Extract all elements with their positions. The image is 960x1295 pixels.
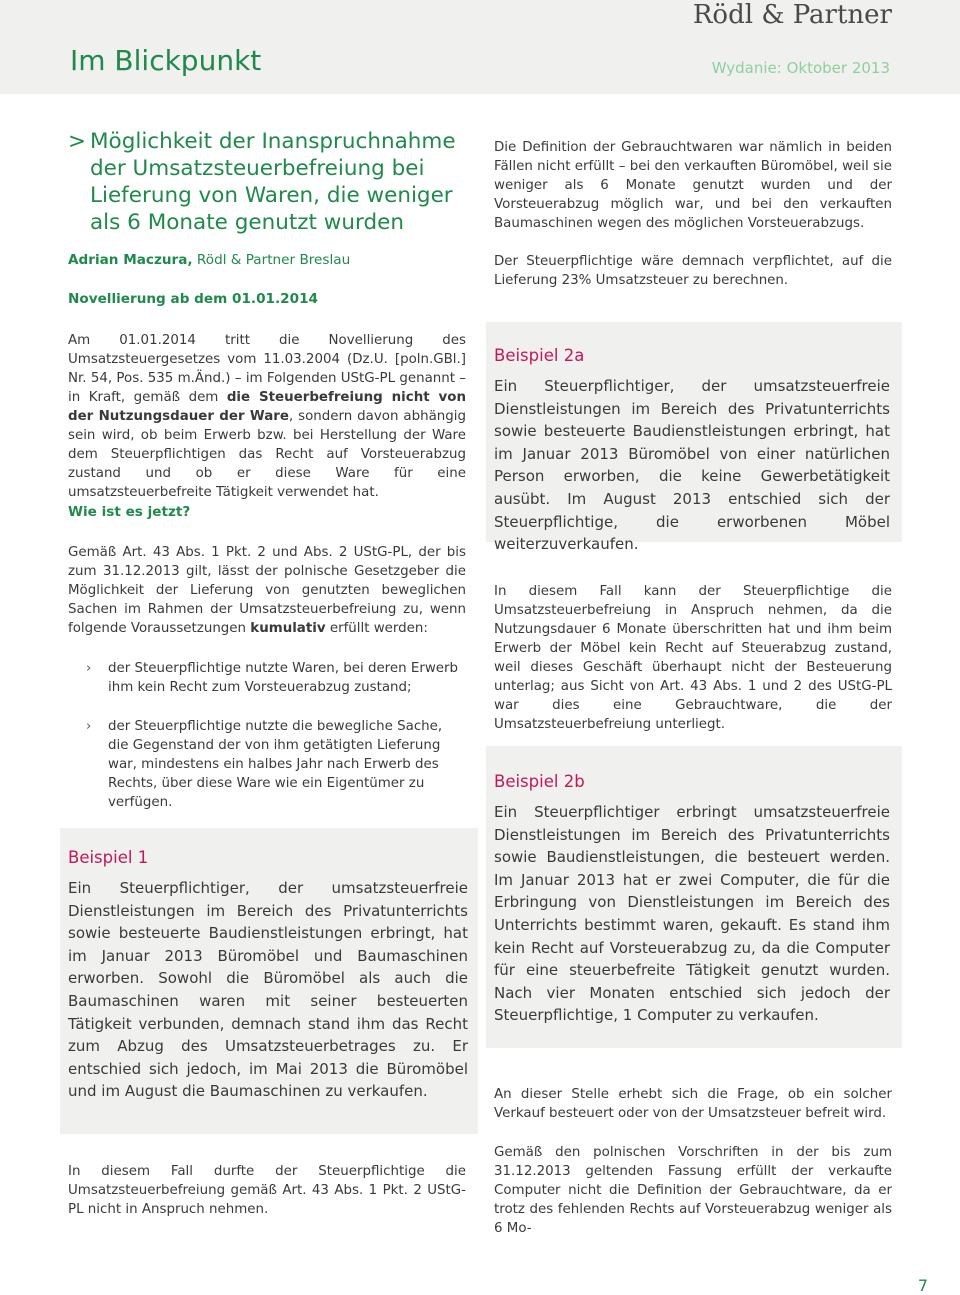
intro-paragraph bbox=[68, 331, 466, 502]
list-item bbox=[86, 659, 466, 697]
right-paragraph-1-text: Die Definition der Gebrauchtwaren war nämlich in beiden Fällen nicht erfüllt – bei den verkauften Büromöbel, weil sie weniger als 6 Monate genutzt wurden und der Vorsteuerabzug möglich war, und bei den verkauften Baumaschinen wegen des möglichen Vorsteuerabzugs. bbox=[494, 140, 892, 231]
now-paragraph bbox=[68, 543, 466, 638]
article-title-text: Möglichkeit der Inanspruchnahme der Umsatzsteuerbefreiung bei Lieferung von Waren, die weniger als 6 Monate genutzt wurden bbox=[90, 129, 456, 235]
issue-date: Wydanie: Oktober 2013 bbox=[711, 59, 890, 77]
right-paragraph-3 bbox=[494, 1085, 892, 1123]
section-title: Im Blickpunkt bbox=[70, 44, 262, 77]
example-2a-box bbox=[486, 322, 902, 554]
now-bold: kumulativ bbox=[250, 621, 326, 636]
brand-logo: Rödl & Partner bbox=[692, 0, 892, 30]
bullet-chevron-icon: › bbox=[86, 661, 92, 676]
author-affiliation: Rödl & Partner Breslau bbox=[192, 252, 351, 268]
example-2a-body: Ein Steuerpflichtiger, der umsatzsteuerfreie Dienstleistungen im Bereich des Privatunterrichts sowie besteuerte Baudienstleistungen erbringt, hat im Januar 2013 Büromöbel von einer natürlichen Person erworben, die keine Gewerbetätigkeit ausübt. Im August 2013 entschied sich der Steuerpflichtige, die erworbenen Möbel weiterzuverkaufen. bbox=[494, 377, 890, 554]
right-paragraph-2-text: Der Steuerpflichtige wäre demnach verpflichtet, auf die Lieferung 23% Umsatzsteuer zu berechnen. bbox=[494, 254, 892, 288]
now-text-1: Gemäß Art. 43 Abs. 1 Pkt. 2 und Abs. 2 UStG-PL, der bis zum 31.12.2013 gilt, lässt der polnische Gesetzgeber die Möglichkeit der Lieferung von genutzten beweglichen Sachen im Rahmen der Umsatzsteuerbefreiung zu, wenn folgende Voraussetzungen bbox=[68, 545, 466, 636]
subhead-wie-ist-es-jetzt: Wie ist es jetzt? bbox=[68, 504, 191, 520]
example-2b-body: Ein Steuerpflichtiger erbringt umsatzsteuerfreie Dienstleistungen im Bereich des Privatunterrichts sowie Baudienstleistungen, die besteuert werden. Im Januar 2013 hat er zwei Computer, die für die Erbringung von Dienstleistungen im Bereich des Unterrichts bestimmt waren, gekauft. Es stand ihm kein Recht auf Vorsteuerabzug zu, da die Computer für eine steuerbefreite Tätigkeit genutzt wurden. Nach vier Monaten entschied sich jedoch der Steuerpflichtige, 1 Computer zu verkaufen. bbox=[494, 803, 890, 1025]
after-example-2a-text: In diesem Fall kann der Steuerpflichtige die Umsatzsteuerbefreiung in Anspruch nehmen, da die Nutzungsdauer 6 Monate überschritten hat und ihm beim Erwerb der Möbel kein Recht auf Steuerabzug zustand, weil dieses Geschäft überhaupt nicht der Besteuerung unterlag; aus Sicht von Art. 43 Abs. 1 und 2 des UStG-PL war dies eine Gebrauchtware, die der Umsatzsteuerbefreiung unterliegt. bbox=[494, 584, 892, 732]
right-paragraph-4 bbox=[494, 1143, 892, 1238]
right-paragraph-1 bbox=[494, 138, 892, 233]
example-2b-title: Beispiel 2b bbox=[494, 772, 585, 791]
example-1-box bbox=[60, 828, 478, 1134]
page-header bbox=[0, 0, 960, 94]
after-example-2a-paragraph bbox=[494, 582, 892, 734]
now-text-2: erfüllt werden: bbox=[325, 621, 428, 636]
example-2b-box bbox=[486, 746, 902, 1048]
bullet-text: der Steuerpflichtige nutzte die bewegliche Sache, die Gegenstand der von ihm getätigten Lieferung war, mindestens ein halbes Jahr nach Erwerb des Rechts, über diese Ware wie ein Eigentümer zu verfügen. bbox=[108, 719, 443, 810]
intro-text-2: , sondern davon abhängig sein wird, ob beim Erwerb bzw. bei Herstellung der Ware dem Steuerpflichtigen das Recht auf Vorsteuerabzug zustand und ob er diese Ware für eine umsatzsteuerbefreite Tätigkeit verwendet hat. bbox=[68, 409, 466, 500]
bullet-text: der Steuerpflichtige nutzte Waren, bei deren Erwerb ihm kein Recht zum Vorsteuerabzug zustand; bbox=[108, 661, 459, 695]
subhead-novellierung: Novellierung ab dem 01.01.2014 bbox=[68, 291, 318, 307]
right-paragraph-4-text: Gemäß den polnischen Vorschriften in der bis zum 31.12.2013 geltenden Fassung erfüllt der verkaufte Computer nicht die Definition der Gebrauchtware, da er trotz des fehlenden Rechts auf Vorsteuerabzug weniger als 6 Mo- bbox=[494, 1145, 892, 1236]
author-line bbox=[68, 252, 350, 268]
list-item bbox=[86, 717, 466, 812]
after-example-1-paragraph bbox=[68, 1162, 466, 1219]
title-arrow-icon: > bbox=[68, 129, 87, 154]
intro-bold: die Steuerbefreiung nicht von der Nutzungsdauer der Ware bbox=[68, 390, 466, 424]
bullet-chevron-icon: › bbox=[86, 719, 92, 734]
author-name: Adrian Maczura, bbox=[68, 252, 193, 268]
right-paragraph-3-text: An dieser Stelle erhebt sich die Frage, ob ein solcher Verkauf besteuert oder von der Umsatzsteuer befreit wird. bbox=[494, 1087, 892, 1121]
example-1-body: Ein Steuerpflichtiger, der umsatzsteuerfreie Dienstleistungen im Bereich des Privatunterrichts sowie besteuerte Baudienstleistungen erbringt, hat im Januar 2013 Büromöbel und Baumaschinen erworben. Sowohl die Büromöbel als auch die Baumaschinen waren mit seiner besteuerten Tätigkeit verbunden, demnach stand ihm das Recht zum Abzug des Umsatzsteuerbetrages zu. Er entschied sich jedoch, im Mai 2013 die Büromöbel und im August die Baumaschinen zu verkaufen. bbox=[68, 879, 468, 1101]
article-title bbox=[68, 128, 466, 236]
after-example-1-text: In diesem Fall durfte der Steuerpflichtige die Umsatzsteuerbefreiung gemäß Art. 43 Abs. 1 Pkt. 2 UStG-PL nicht in Anspruch nehmen. bbox=[68, 1164, 466, 1217]
example-1-title: Beispiel 1 bbox=[68, 848, 149, 867]
example-2a-title: Beispiel 2a bbox=[494, 346, 585, 365]
page-number: 7 bbox=[917, 1276, 928, 1295]
intro-text-1: Am 01.01.2014 tritt die Novellierung des Umsatzsteuergesetzes vom 11.03.2004 (Dz.U. [poln.GBl.] Nr. 54, Pos. 535 m.Änd.) – im Folgenden UStG-PL genannt – in Kraft, gemäß dem bbox=[68, 333, 466, 405]
right-paragraph-2 bbox=[494, 252, 892, 290]
